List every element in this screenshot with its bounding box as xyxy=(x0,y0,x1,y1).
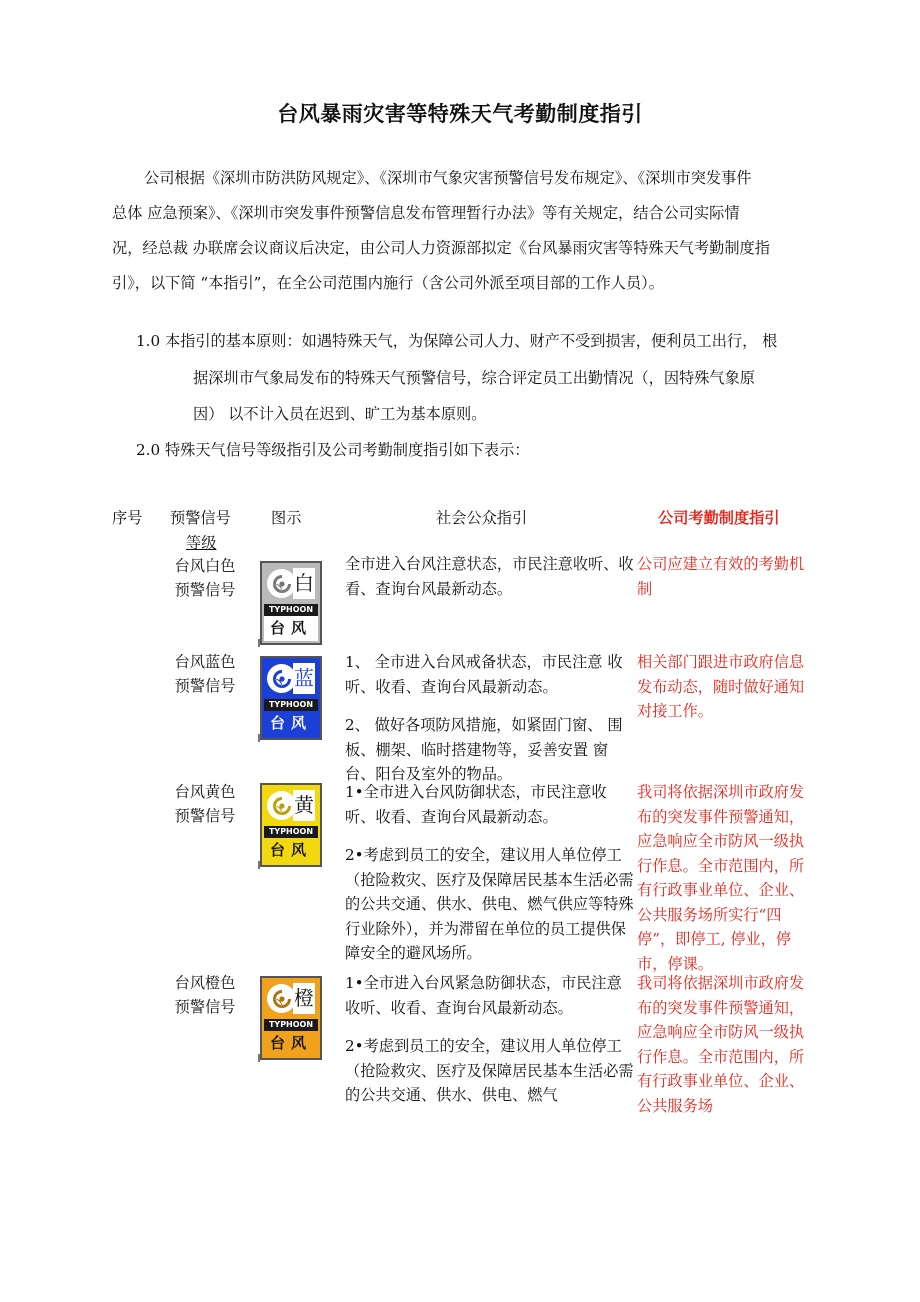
level-line: 预警信号 xyxy=(174,581,236,599)
public-text: 2•考虑到员工的安全，建议用人单位停工（抢险救灾、医疗及保障居民基本生活必需的公共交通、供水、供电、燃气供应等特殊行业除外），并为滞留在单位的员工提供保障安全的避风场所。 xyxy=(345,846,634,962)
public-text: 2、 做好各项防风措施，如紧固门窗、 围板、棚架、临时搭建物等，妥善安置 窗台、阳台及室外的物品。 xyxy=(345,716,623,783)
row-public xyxy=(345,650,635,801)
sign-eng: TYPHOON xyxy=(264,699,318,711)
row-level xyxy=(162,650,248,698)
sign-char: 白 xyxy=(293,568,315,599)
row-level xyxy=(162,554,248,602)
sign-tick xyxy=(258,861,260,869)
public-text: 2•考虑到员工的安全，建议用人单位停工（抢险救灾、医疗及保障居民基本生活必需的公共交通、供水、供电、燃气 xyxy=(345,1037,634,1104)
intro-paragraph xyxy=(112,161,842,301)
header-level: 预警信号 xyxy=(170,509,231,527)
typhoon-orange-sign xyxy=(260,976,322,1060)
sign-top xyxy=(264,660,318,699)
row-company: 公司应建立有效的考勤机制 xyxy=(637,555,805,598)
row-company: 我司将依据深圳市政府发布的突发事件预警通知，应急响应全市防风一级执行作息。全市范围内，所有行政事业单位、企业、公共服务场所实行“四停”，即停工, 停业，停市，停课。 xyxy=(637,783,805,973)
row-level xyxy=(162,971,248,1019)
row-public xyxy=(345,780,635,980)
header-public: 社会公众指引 xyxy=(436,509,528,527)
public-text: 全市进入台风注意状态，市民注意收听、收看、查询台风最新动态。 xyxy=(345,555,634,598)
sign-char: 黄 xyxy=(293,790,315,821)
header-image: 图示 xyxy=(271,509,302,527)
level-line: 台风白色 xyxy=(174,557,236,575)
table-intro-line: 2.0 特殊天气信号等级指引及公司考勤制度指引如下表示： xyxy=(136,441,530,459)
principle-line: 据深圳市气象局发布的特殊天气预警信号，综合评定员工出勤情况（，因特殊气象原 xyxy=(193,369,755,387)
sign-char: 蓝 xyxy=(293,663,315,694)
principle-line: 1.0 本指引的基本原则：如遇特殊天气，为保障公司人力、财产不受到损害，便利员工出行， 根 xyxy=(136,332,778,350)
typhoon-icon xyxy=(267,791,296,820)
row-public xyxy=(345,552,635,615)
intro-line: 总体 应急预案》、《深圳市突发事件预警信息发布管理暂行办法》等有关规定，结合公司实际情 xyxy=(112,204,740,222)
row-company: 我司将依据深圳市政府发布的突发事件预警通知，应急响应全市防风一级执行作息。全市范围内，所有行政事业单位、企业、公共服务场 xyxy=(637,974,805,1115)
sign-cn: 台风 xyxy=(264,1031,318,1056)
sign-top xyxy=(264,787,318,826)
header-level-2: 等级 xyxy=(186,534,217,552)
header-company: 公司考勤制度指引 xyxy=(658,509,780,527)
level-line: 台风蓝色 xyxy=(174,653,236,671)
row-level xyxy=(162,780,248,828)
typhoon-blue-sign xyxy=(260,656,322,740)
sign-tick xyxy=(258,734,260,742)
public-text: 1•全市进入台风紧急防御状态，市民注意收听、收看、查询台风最新动态。 xyxy=(345,974,622,1017)
typhoon-icon xyxy=(267,569,296,598)
level-line: 台风黄色 xyxy=(174,783,236,801)
intro-line: 引》，以下简 “本指引”，在全公司范围内施行（含公司外派至项目部的工作人员）。 xyxy=(112,274,664,292)
level-line: 预警信号 xyxy=(174,677,236,695)
sign-tick xyxy=(258,639,260,647)
sign-eng: TYPHOON xyxy=(264,604,318,616)
sign-tick xyxy=(258,1054,260,1062)
public-text: 1•全市进入台风防御状态，市民注意收听、收看、查询台风最新动态。 xyxy=(345,783,607,826)
sign-char: 橙 xyxy=(293,983,315,1014)
row-public xyxy=(345,971,635,1122)
level-line: 预警信号 xyxy=(174,998,236,1016)
level-line: 预警信号 xyxy=(174,807,236,825)
sign-cn: 台风 xyxy=(264,838,318,863)
sign-cn: 台风 xyxy=(264,616,318,641)
header-seq: 序号 xyxy=(112,509,143,527)
principle-line: 因） 以不计入员在迟到、旷工为基本原则。 xyxy=(193,405,487,423)
page-title: 台风暴雨灾害等特殊天气考勤制度指引 xyxy=(277,102,643,126)
sign-eng: TYPHOON xyxy=(264,1019,318,1031)
sign-cn: 台风 xyxy=(264,711,318,736)
sign-eng: TYPHOON xyxy=(264,826,318,838)
intro-line: 公司根据《深圳市防洪防风规定》、《深圳市气象灾害预警信号发布规定》、《深圳市突发事件 xyxy=(144,169,752,187)
typhoon-icon xyxy=(267,664,296,693)
typhoon-yellow-sign xyxy=(260,783,322,867)
sign-top xyxy=(264,565,318,604)
row-company: 相关部门跟进市政府信息发布动态，随时做好通知对接工作。 xyxy=(637,653,805,720)
typhoon-icon xyxy=(267,984,296,1013)
typhoon-white-sign xyxy=(260,561,322,645)
intro-line: 况，经总裁 办联席会议商议后决定，由公司人力资源部拟定《台风暴雨灾害等特殊天气考勤制度指 xyxy=(112,239,770,257)
public-text: 1、 全市进入台风戒备状态，市民注意 收听、收看、查询台风最新动态。 xyxy=(345,653,623,696)
level-line: 台风橙色 xyxy=(174,974,236,992)
sign-top xyxy=(264,980,318,1019)
